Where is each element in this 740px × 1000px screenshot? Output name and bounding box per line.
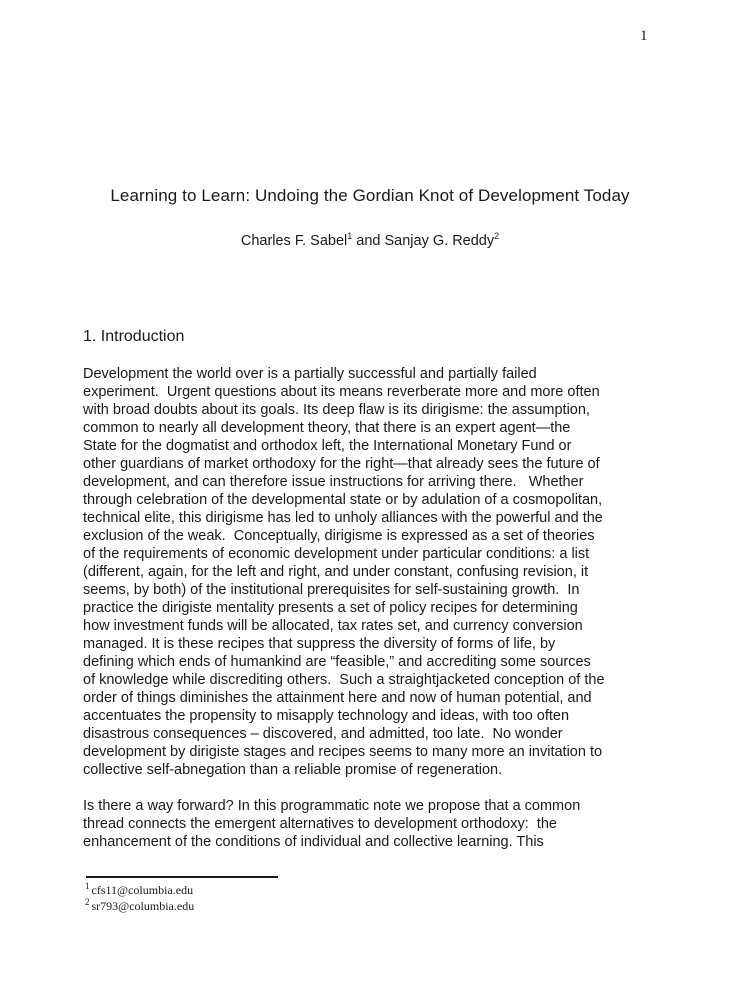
- footnote: [85, 882, 194, 898]
- text-line: disastrous consequences – discovered, and admitted, too late. No wonder: [83, 726, 563, 742]
- footnote-marker: 1: [85, 881, 90, 891]
- page-number: 1: [640, 28, 648, 44]
- text-line: Development the world over is a partially successful and partially failed: [83, 366, 537, 382]
- paper-title: Learning to Learn: Undoing the Gordian Knot of Development Today: [110, 186, 630, 205]
- author-footnote-ref: 2: [494, 231, 500, 242]
- text-line: of the requirements of economic development under particular conditions: a list: [83, 546, 590, 562]
- footnote-separator: [86, 876, 278, 878]
- text-line: Is there a way forward? In this programmatic note we propose that a common: [83, 798, 581, 814]
- text-line: State for the dogmatist and orthodox left, the International Monetary Fund or: [83, 438, 572, 454]
- text-line: development by dirigiste stages and recipes seems to many more an invitation to: [83, 744, 603, 760]
- footnote: [85, 898, 194, 914]
- text-line: how investment funds will be allocated, tax rates set, and currency conversion: [83, 618, 583, 634]
- author-name: Charles F. Sabel: [240, 233, 348, 249]
- author-footnote-ref: 1: [347, 231, 353, 242]
- text-line: practice the dirigiste mentality presents a set of policy recipes for determining: [83, 600, 578, 616]
- section-heading: 1. Introduction: [83, 328, 185, 345]
- text-line: managed. It is these recipes that suppress the diversity of forms of life, by: [83, 636, 556, 652]
- paragraph-1: [83, 365, 703, 779]
- text-line: collective self-abnegation than a reliable promise of regeneration.: [83, 762, 503, 778]
- text-line: accentuates the propensity to misapply technology and ideas, with too often: [83, 708, 570, 724]
- footnote-text: cfs11@columbia.edu: [91, 883, 194, 897]
- paragraph-2: [83, 797, 703, 851]
- text-line: thread connects the emergent alternatives to development orthodoxy: the: [83, 816, 557, 832]
- footnote-text: sr793@columbia.edu: [91, 899, 195, 913]
- authors-line: [0, 233, 740, 249]
- text-line: order of things diminishes the attainment here and now of human potential, and: [83, 690, 592, 706]
- text-line: technical elite, this dirigisme has led to unholy alliances with the powerful and the: [83, 510, 603, 526]
- author-name: and Sanjay G. Reddy: [352, 233, 495, 249]
- text-line: other guardians of market orthodoxy for the right—that already sees the future of: [83, 456, 600, 472]
- text-line: (different, again, for the left and right, and under constant, confusing revision, it: [83, 564, 589, 580]
- text-line: defining which ends of humankind are “feasible,” and accrediting some sources: [83, 654, 591, 670]
- text-line: with broad doubts about its goals. Its deep flaw is its dirigisme: the assumption,: [83, 402, 590, 418]
- text-line: development, and can therefore issue instructions for arriving there. Whether: [83, 474, 584, 490]
- text-line: enhancement of the conditions of individual and collective learning. This: [83, 834, 544, 850]
- text-line: of knowledge while discrediting others. Such a straightjacketed conception of the: [83, 672, 605, 688]
- footnotes-block: [85, 882, 194, 914]
- text-line: common to nearly all development theory, that there is an expert agent—the: [83, 420, 571, 436]
- text-line: exclusion of the weak. Conceptually, dirigisme is expressed as a set of theories: [83, 528, 595, 544]
- text-line: through celebration of the developmental state or by adulation of a cosmopolitan,: [83, 492, 603, 508]
- footnote-marker: 2: [85, 897, 90, 907]
- text-line: seems, by both) of the institutional prerequisites for self-sustaining growth. In: [83, 582, 580, 598]
- text-line: experiment. Urgent questions about its means reverberate more and more often: [83, 384, 600, 400]
